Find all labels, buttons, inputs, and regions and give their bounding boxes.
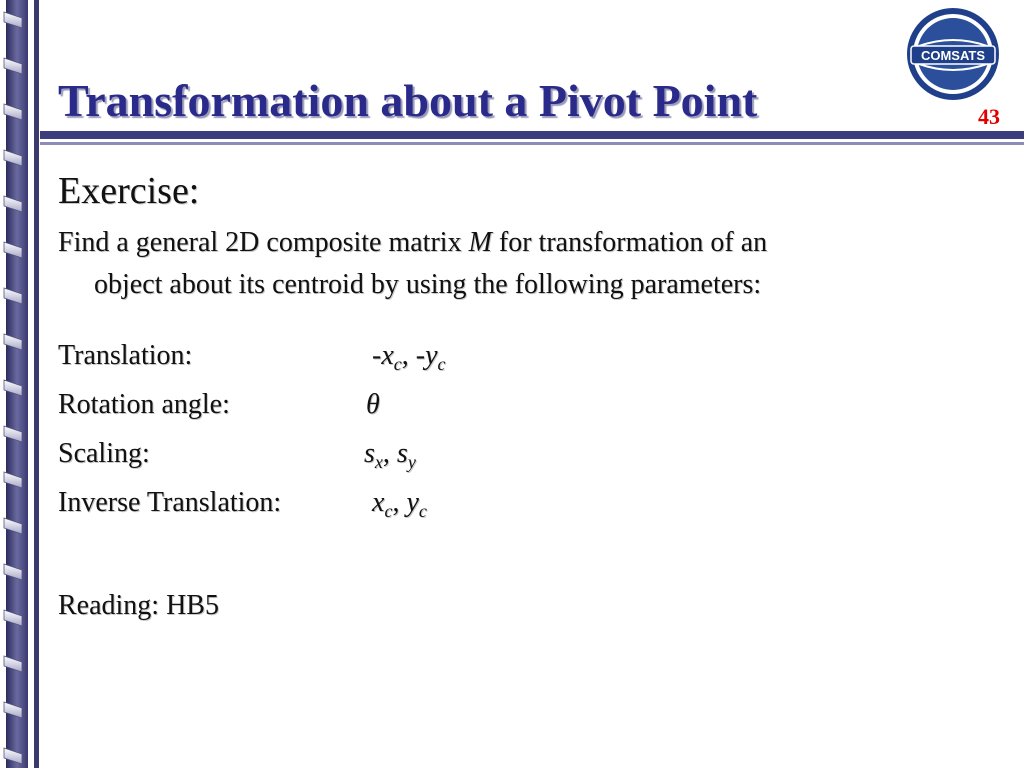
exercise-paragraph	[58, 222, 993, 306]
exercise-heading: Exercise:	[58, 170, 200, 212]
param-value: $s_x$, $s_y$	[364, 438, 416, 472]
param-label: Inverse Translation:	[58, 487, 282, 518]
matrix-symbol: M	[468, 227, 492, 258]
param-value: $-x_c$, $-y_c$	[372, 340, 446, 374]
paragraph-line1-before: Find a general 2D composite matrix	[58, 227, 469, 258]
param-label: Scaling:	[58, 438, 150, 469]
param-scaling	[58, 434, 993, 483]
param-value	[366, 385, 380, 425]
slide-title: Transformation about a Pivot Point	[58, 75, 758, 126]
param-label: Translation:	[58, 340, 193, 371]
param-translation	[58, 336, 993, 385]
page-number: 43	[978, 104, 1000, 129]
binding-strip	[0, 0, 44, 768]
comsats-logo	[905, 6, 1001, 102]
title-rule	[40, 131, 1024, 139]
title-rule-thin	[40, 142, 1024, 145]
theta-symbol: θ	[366, 389, 380, 420]
param-label: Rotation angle:	[58, 389, 230, 420]
parameter-list	[58, 336, 993, 532]
param-rotation	[58, 385, 993, 434]
param-value: $x_c$, $y_c$	[372, 487, 427, 521]
param-inverse-translation	[58, 483, 993, 532]
paragraph-line1-after: for transformation of an	[491, 227, 768, 258]
reading-reference: Reading: HB5	[58, 590, 219, 621]
paragraph-line2: object about its centroid by using the following parameters:	[94, 269, 762, 300]
logo-text: COMSATS	[920, 48, 986, 63]
slide-content	[58, 168, 993, 621]
